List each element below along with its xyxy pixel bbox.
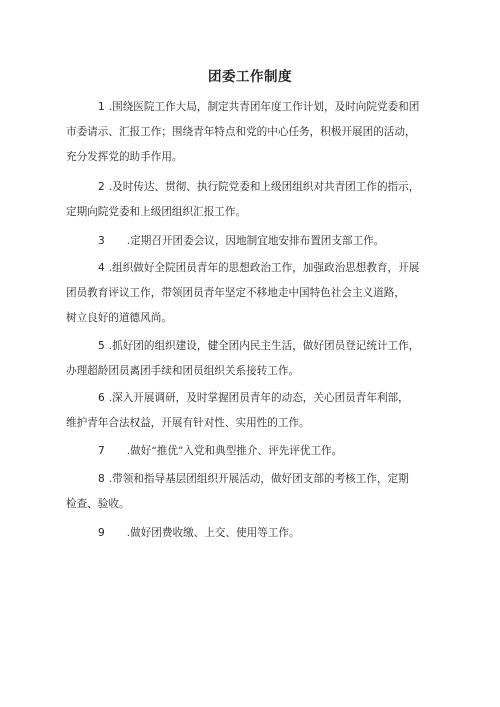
document-title: 团委工作制度	[208, 69, 292, 85]
item-text-line: .定期召开团委会议，因地制宜地安排布置团支部工作。	[126, 235, 385, 247]
item-text-line: .围绕医院工作大局，制定共青团年度工作计划，及时向院党委和团	[108, 101, 420, 113]
item-number: 6	[98, 392, 105, 404]
item-text-line: .带领和指导基层团组织开展活动，做好团支部的考核工作，定期	[108, 473, 409, 485]
item-number: 1	[98, 101, 105, 113]
item-number: 9	[98, 527, 105, 539]
item-text-line: 团员教育评议工作，带领团员青年坚定不移地走中国特色社会主义道路，	[66, 287, 405, 299]
item-number: 7	[98, 445, 105, 457]
item-text-line: 维护青年合法权益，开展有针对性、实用性的工作。	[66, 417, 310, 429]
item-text-line: 市委请示、汇报工作；围绕青年特点和党的中心任务，积极开展团的活动，	[66, 126, 416, 138]
item-text-line: .抓好团的组织建设，健全团内民主生活，做好团员登记统计工作，	[108, 340, 420, 352]
item-text-line: .及时传达、贯彻、执行院党委和上级团组织对共青团工作的指示，	[108, 181, 420, 193]
item-text-line: .深入开展调研，及时掌握团员青年的动态，关心团员青年利部，	[108, 392, 409, 404]
item-text-line: 树立良好的道德风尚。	[66, 312, 172, 324]
item-text-line: .组织做好全院团员青年的思想政治工作，加强政治思想教育，开展	[108, 262, 420, 274]
item-text-line: .做好团费收缴、上交、使用等工作。	[126, 527, 300, 539]
item-number: 4	[98, 262, 105, 274]
item-number: 2	[98, 181, 105, 193]
item-text-line: 充分发挥党的助手作用。	[66, 151, 183, 163]
item-text-line: 检查、验收。	[66, 498, 130, 510]
item-text-line: .做好“推优”入党和典型推介、评先评优工作。	[126, 445, 343, 457]
item-number: 3	[98, 235, 105, 247]
item-number: 5	[98, 340, 105, 352]
item-text-line: 办理超龄团员离团手续和团员组织关系接转工作。	[66, 365, 300, 377]
item-text-line: 定期向院党委和上级团组织汇报工作。	[66, 206, 247, 218]
item-number: 8	[98, 473, 105, 485]
